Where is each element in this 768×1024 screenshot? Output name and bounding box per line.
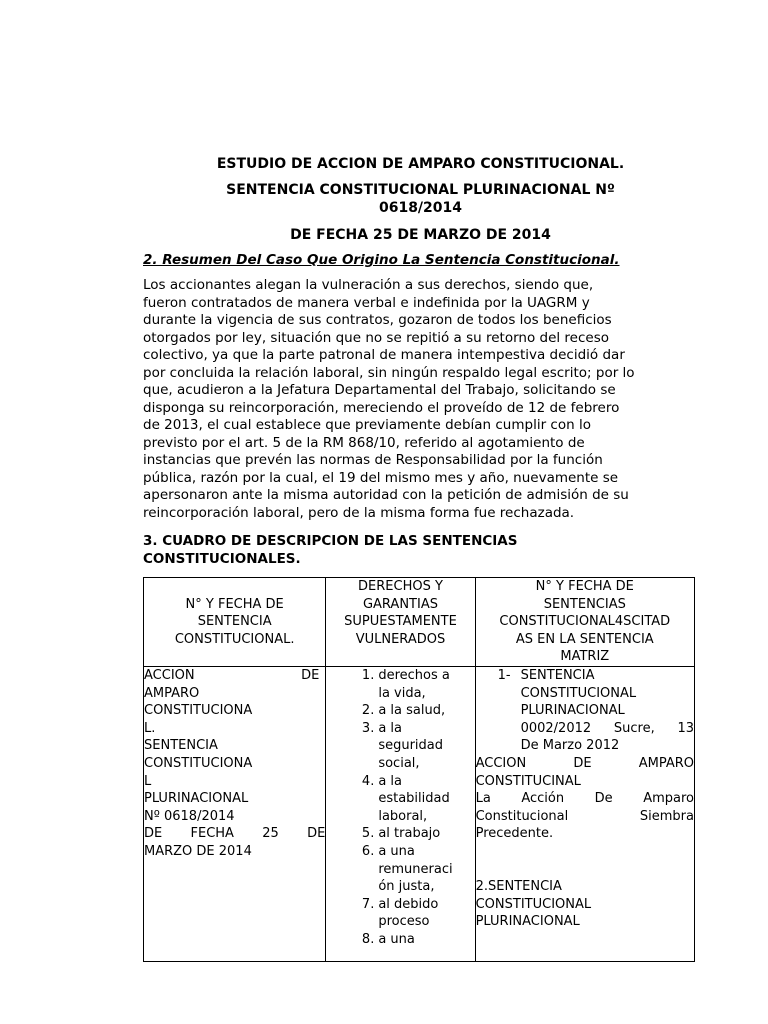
list-number: 4.	[361, 773, 375, 789]
cell-rights-list	[326, 667, 475, 962]
table-header-row	[144, 578, 695, 667]
list-item-line: social,	[378, 755, 420, 771]
cell-line	[476, 790, 694, 808]
word: Acción	[521, 791, 565, 807]
word: Sucre,	[613, 720, 655, 736]
cell-line: PLURINACIONAL	[144, 791, 249, 807]
header-cell-sentence-number	[144, 578, 326, 667]
header-cell-cited-sentences	[475, 578, 694, 667]
header-line: N° Y FECHA DE	[535, 579, 634, 595]
sentence-date: DE FECHA 25 DE MARZO DE 2014	[290, 227, 551, 243]
cell-line: SENTENCIA	[520, 668, 595, 683]
document-title: ESTUDIO DE ACCION DE AMPARO CONSTITUCIONAL.	[216, 156, 625, 172]
header-cell-rights	[326, 578, 475, 667]
summary-line: disponga su reincorporación, mereciendo el proveído de 12 de febrero	[143, 399, 620, 416]
sentence-title-line-1: SENTENCIA CONSTITUCIONAL PLURINACIONAL Nº	[226, 182, 615, 198]
cell-line: PLURINACIONAL	[475, 914, 580, 930]
table-row	[144, 667, 695, 962]
list-number: 1.	[361, 668, 375, 683]
list-number: 1-	[497, 668, 511, 683]
header-line: SENTENCIAS	[543, 596, 626, 612]
summary-line: fueron contratados de manera verbal e indefinida por la UAGRM y	[143, 294, 590, 311]
rights-list-item	[326, 931, 474, 949]
list-item-line: a una	[378, 843, 415, 859]
cell-line	[144, 825, 325, 843]
list-item-line: a la	[378, 720, 403, 736]
list-item-line: laboral,	[378, 808, 428, 824]
list-number: 7.	[361, 896, 375, 912]
list-item-line: al debido	[378, 896, 439, 912]
cell-cited-sentences	[475, 667, 694, 962]
list-number: 8.	[361, 931, 375, 947]
summary-line: Los accionantes alegan la vulneración a sus derechos, siendo que,	[143, 277, 594, 293]
word: 0002/2012	[520, 720, 592, 736]
list-item-line: a la	[378, 773, 403, 789]
cell-line: De Marzo 2012	[520, 738, 620, 754]
word: DE	[144, 826, 163, 842]
rights-list-item	[326, 720, 474, 773]
header-line: SENTENCIA	[197, 614, 272, 630]
cell-line: AMPARO	[144, 685, 200, 701]
list-number: 3.	[361, 720, 375, 736]
header-line: CONSTITUCIONAL.	[174, 631, 295, 647]
word: Constitucional	[475, 808, 569, 824]
cell-line: Precedente.	[475, 826, 554, 842]
word: La	[475, 791, 491, 807]
summary-line: colectivo, ya que la parte patronal de manera intempestiva decidió dar	[143, 347, 625, 363]
section-2-heading: 2. Resumen Del Caso Que Origino La Sentencia Constitucional.	[143, 252, 620, 268]
header-line: DERECHOS Y	[358, 579, 443, 594]
cell-line: CONSTITUCINAL	[475, 773, 581, 789]
header-line: MATRIZ	[560, 649, 610, 665]
list-item-line: estabilidad	[378, 791, 450, 807]
header-line: CONSTITUCIONAL4SCITAD	[499, 614, 671, 630]
cell-line: Nº 0618/2014	[144, 808, 235, 824]
rights-list-item	[326, 702, 474, 720]
rights-list-item	[326, 896, 474, 931]
word: AMPARO	[638, 755, 694, 771]
cell-line	[476, 808, 694, 826]
list-item-line: a una	[378, 931, 415, 947]
word: 13	[677, 720, 694, 736]
summary-line: previsto por el art. 5 de la RM 868/10, referido al agotamiento de	[143, 434, 585, 451]
summary-line: pública, razón por la cual, el 19 del mismo mes y año, nuevamente se	[143, 469, 619, 486]
section-3-heading-line-2: CONSTITUCIONALES.	[143, 550, 301, 567]
summary-line: otorgados por ley, situación que no se repitió a su retorno del receso	[143, 329, 610, 346]
cell-sentence-number	[144, 667, 326, 962]
list-item-line: derechos a	[378, 668, 450, 683]
cell-line: 2.SENTENCIA	[475, 878, 562, 894]
summary-line: apersonaron ante la misma autoridad con la petición de admisión de su	[143, 487, 629, 503]
cell-line: PLURINACIONAL	[520, 703, 625, 719]
cited-item-1	[476, 667, 694, 755]
list-number: 6.	[361, 843, 375, 859]
word: ACCION	[144, 668, 195, 683]
rights-list-item	[326, 843, 474, 896]
header-line: SUPUESTAMENTE	[344, 614, 457, 630]
list-item-line: al trabajo	[378, 826, 441, 842]
section-3-heading-line-1: 3. CUADRO DE DESCRIPCION DE LAS SENTENCIAS	[143, 533, 518, 549]
list-item-line: seguridad	[378, 738, 444, 754]
cell-line: L	[144, 773, 152, 789]
cell-line: CONSTITUCIONAL	[475, 896, 592, 912]
cell-line: L.	[144, 720, 156, 736]
summary-line: reincorporación laboral, pero de la misma forma fue rechazada.	[143, 504, 575, 521]
list-item-line: a la salud,	[378, 703, 446, 719]
word: 25	[262, 826, 279, 842]
summary-line: que, acudieron a la Jefatura Departamental del Trabajo, solicitando se	[143, 382, 616, 398]
word: De	[594, 791, 613, 807]
header-line: VULNERADOS	[355, 631, 446, 647]
list-item-line: la vida,	[378, 685, 426, 701]
spacer	[476, 843, 694, 878]
rights-list	[326, 667, 474, 949]
header-line: AS EN LA SENTENCIA	[515, 631, 654, 647]
section-3-heading	[143, 533, 703, 568]
case-summary-paragraph	[143, 277, 703, 522]
rights-list-item	[326, 773, 474, 826]
rights-list-item	[326, 667, 474, 702]
word: DE	[307, 826, 326, 842]
list-number: 5.	[361, 826, 375, 842]
cell-line: CONSTITUCIONAL	[520, 685, 637, 701]
rights-list-item	[326, 825, 474, 843]
cell-line: CONSTITUCIONA	[144, 755, 253, 771]
cell-line: CONSTITUCIONA	[144, 703, 253, 719]
sentence-title	[143, 181, 698, 217]
list-item-line: remuneraci	[378, 861, 453, 877]
word: Amparo	[643, 791, 694, 807]
list-item-line: proceso	[378, 914, 430, 930]
word: DE	[301, 668, 320, 683]
header-line: N° Y FECHA DE	[185, 596, 284, 612]
summary-line: por concluida la relación laboral, sin ningún respaldo legal escrito; por lo	[143, 364, 635, 381]
cell-line	[521, 720, 694, 738]
word: Siembra	[639, 808, 694, 824]
sentence-title-line-2: 0618/2014	[378, 200, 463, 216]
list-item-line: ón justa,	[378, 879, 435, 895]
summary-line: durante la vigencia de sus contratos, gozaron de todos los beneficios	[143, 312, 612, 328]
list-number: 2.	[361, 703, 375, 719]
summary-line: de 2013, el cual establece que previamente debían cumplir con lo	[143, 417, 591, 433]
word: ACCION	[475, 755, 527, 771]
cell-line	[144, 667, 325, 685]
cell-line: MARZO DE 2014	[144, 843, 252, 859]
cell-line	[476, 755, 694, 773]
summary-line: instancias que prevén las normas de Responsabilidad por la función	[143, 452, 603, 468]
header-line: GARANTIAS	[362, 596, 438, 612]
sentences-table	[143, 577, 695, 962]
word: FECHA	[190, 826, 234, 842]
word: DE	[573, 755, 592, 771]
cell-line: SENTENCIA	[144, 738, 218, 754]
